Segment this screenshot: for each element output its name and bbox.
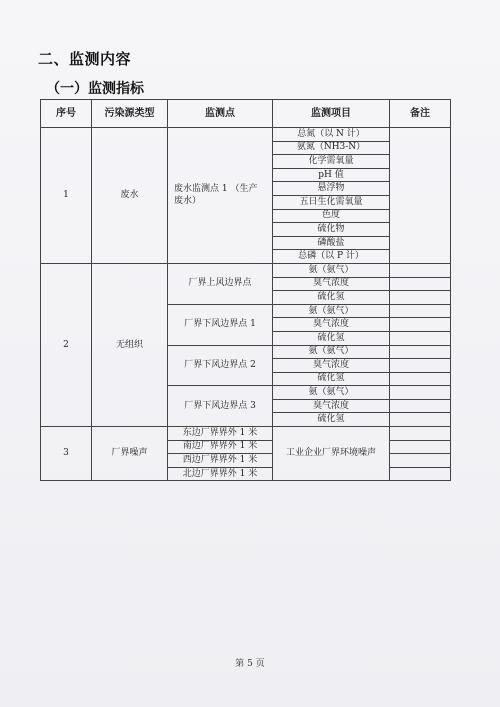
- remark-cell: [390, 467, 451, 481]
- monitoring-item: 臭气浓度: [273, 399, 390, 413]
- monitoring-item: 总磷（以 P 计）: [273, 250, 390, 264]
- source-type: 无组织: [92, 263, 168, 426]
- monitoring-point: 厂界上风边界点: [168, 263, 273, 304]
- monitoring-point: 厂界下风边界点 1: [168, 304, 273, 345]
- subsection-heading: （一）监测指标: [46, 81, 144, 97]
- remark-cell: [390, 372, 451, 386]
- remark-cell: [390, 386, 451, 400]
- header-remarks: 备注: [390, 100, 451, 128]
- monitoring-point: 西边厂界界外 1 米: [168, 454, 273, 468]
- remark-cell: [390, 454, 451, 468]
- monitoring-point: 南边厂界界外 1 米: [168, 440, 273, 454]
- remark-cell: [390, 331, 451, 345]
- monitoring-item: 色度: [273, 209, 390, 223]
- source-type: 厂界噪声: [92, 427, 168, 481]
- monitoring-item: 工业企业厂界环境噪声: [273, 427, 390, 481]
- row-index: 3: [41, 427, 92, 481]
- row-index: 2: [41, 263, 92, 426]
- remark-cell: [390, 413, 451, 427]
- monitoring-item: 氨（氨气）: [273, 386, 390, 400]
- table-row: [41, 427, 451, 441]
- monitoring-item: 硫化氢: [273, 372, 390, 386]
- remark-cell: [390, 359, 451, 373]
- monitoring-item: 硫化氢: [273, 331, 390, 345]
- monitoring-item: 氨（氨气）: [273, 263, 390, 277]
- monitoring-item: 臭气浓度: [273, 359, 390, 373]
- remark-cell: [390, 440, 451, 454]
- monitoring-item: 臭气浓度: [273, 318, 390, 332]
- table-header-row: [41, 100, 451, 128]
- header-source-type: 污染源类型: [92, 100, 168, 128]
- monitoring-item: 化学需氧量: [273, 155, 390, 169]
- remark-cell: [390, 128, 451, 264]
- monitoring-item: 磷酸盐: [273, 236, 390, 250]
- monitoring-point: 废水监测点 1 （生产废水）: [168, 128, 273, 264]
- source-type: 废水: [92, 128, 168, 264]
- monitoring-item: 氨氮（NH3-N）: [273, 141, 390, 155]
- monitoring-point: 北边厂界界外 1 米: [168, 467, 273, 481]
- monitoring-item: pH 值: [273, 168, 390, 182]
- monitoring-item: 硫化氢: [273, 413, 390, 427]
- remark-cell: [390, 263, 451, 277]
- section-heading: 二、监测内容: [38, 50, 132, 68]
- remark-cell: [390, 399, 451, 413]
- monitoring-item: 硫化物: [273, 223, 390, 237]
- monitoring-item: 总氮（以 N 计）: [273, 128, 390, 142]
- monitoring-item: 悬浮物: [273, 182, 390, 196]
- header-index: 序号: [41, 100, 92, 128]
- remark-cell: [390, 318, 451, 332]
- monitoring-point: 厂界下风边界点 3: [168, 386, 273, 427]
- row-index: 1: [41, 128, 92, 264]
- header-monitoring-item: 监测项目: [273, 100, 390, 128]
- monitoring-item: 氨（氨气）: [273, 345, 390, 359]
- monitoring-item: 硫化氢: [273, 291, 390, 305]
- header-monitoring-point: 监测点: [168, 100, 273, 128]
- remark-cell: [390, 304, 451, 318]
- remark-cell: [390, 277, 451, 291]
- page-number: 第 5 页: [235, 659, 265, 669]
- monitoring-item: 臭气浓度: [273, 277, 390, 291]
- monitoring-table: [40, 99, 451, 481]
- monitoring-item: 五日生化需氧量: [273, 195, 390, 209]
- monitoring-item: 氨（氨气）: [273, 304, 390, 318]
- table-row: [41, 128, 451, 142]
- remark-cell: [390, 291, 451, 305]
- remark-cell: [390, 345, 451, 359]
- monitoring-point: 东边厂界界外 1 米: [168, 427, 273, 441]
- monitoring-point: 厂界下风边界点 2: [168, 345, 273, 386]
- table-row: [41, 263, 451, 277]
- remark-cell: [390, 427, 451, 441]
